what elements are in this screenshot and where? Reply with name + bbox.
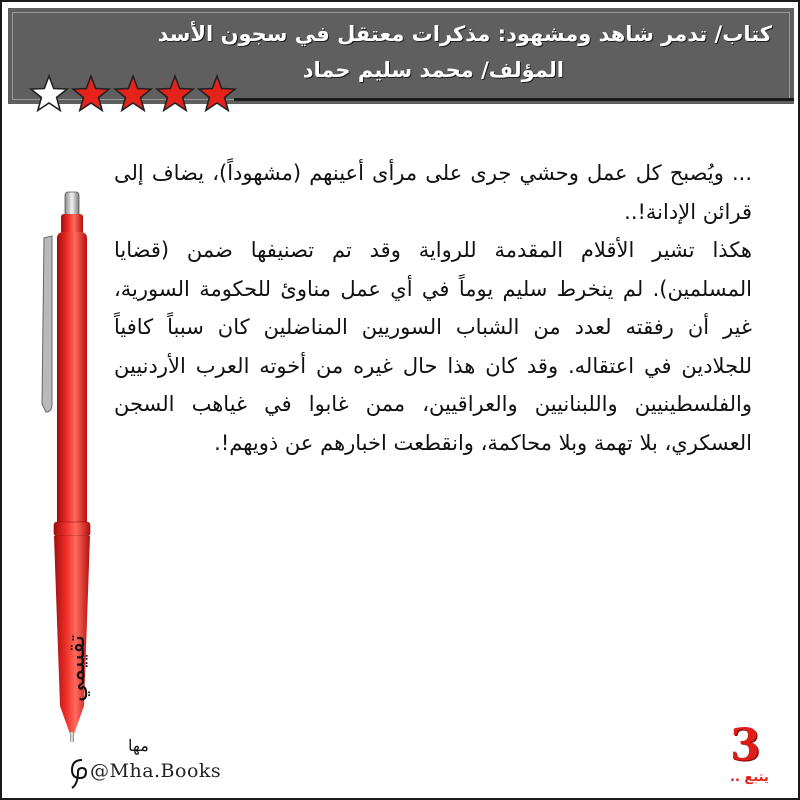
at-sign-icon <box>68 754 90 792</box>
star-filled-icon <box>115 76 151 110</box>
star-filled-icon <box>199 76 235 110</box>
social-handle: @Mha.Books <box>90 760 222 782</box>
continued-label: يتبع .. <box>730 770 769 785</box>
book-title: كتاب/ تدمر شاهد ومشهود: مذكرات معتقل في سجون الأسد <box>157 22 772 46</box>
author-credit: المؤلف/ محمد سليم حماد <box>302 58 564 82</box>
header-divider <box>234 98 794 101</box>
signature-name: مها <box>128 736 149 755</box>
star-empty-icon <box>31 76 67 110</box>
review-text <box>114 154 752 462</box>
paragraph-1: ... ويُصبح كل عمل وحشي جرى على مرأى أعينهم (مشهوداً)، يضاف إلى قرائن الإدانة!.. <box>114 161 752 224</box>
page-number: 3 <box>730 720 761 771</box>
star-filled-icon <box>157 76 193 110</box>
paragraph-2: هكذا تشير الأقلام المقدمة للرواية وقد تم تصنيفها ضمن (قضايا المسلمين). لم ينخرط سليم يوماً في أي عمل مناوئ للحكومة السورية، غير أن رفقته لعدد من الشباب السوريين المناضلين كان سبباً كافياً للجلادين في اعتقاله. وقد كان هذا حال غيره من أخوته العرب الأردنيين والفلسطينيين واللبنانيين والعراقيين، ممن غابوا في غياهب السجن العسكري، بلا تهمة وبلا محاكمة، وانقطعت اخبارهم عن ذويهم!. <box>114 238 752 455</box>
star-filled-icon <box>73 76 109 110</box>
my-rating-label: تقييمي <box>62 634 90 702</box>
rating-stars <box>28 74 238 116</box>
